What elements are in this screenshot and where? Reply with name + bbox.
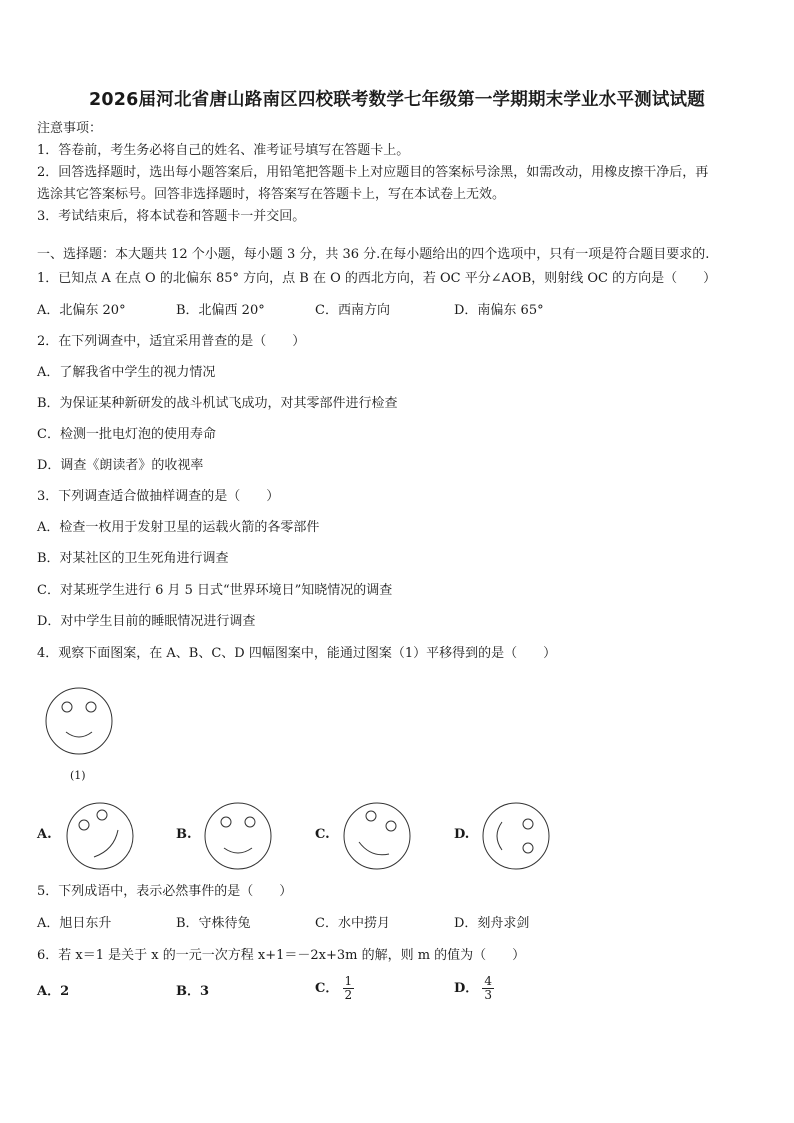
q5-option-a: A．旭日东升 (37, 916, 112, 931)
q2-option-a: A．了解我省中学生的视力情况 (37, 365, 216, 380)
q6-option-d-label: D． (454, 981, 479, 996)
q5-option-c: C．水中捞月 (315, 916, 390, 931)
q5-option-b: B．守株待兔 (176, 916, 251, 931)
q3-option-b: B．对某社区的卫生死角进行调查 (37, 551, 229, 566)
q3-stem: 3．下列调查适合做抽样调查的是（ ） (37, 489, 280, 504)
q6-d-numerator: 4 (484, 974, 493, 988)
q6-option-c-fraction (343, 975, 355, 1002)
q6-c-numerator: 1 (344, 974, 353, 988)
q6-option-b: B．3 (176, 984, 210, 999)
smiley-option-c (341, 800, 413, 872)
figure-1-label: (1) (70, 769, 86, 782)
q6-option-d-fraction (482, 975, 494, 1002)
q6-option-d (454, 975, 494, 1002)
q6-option-c-label: C． (315, 981, 339, 996)
smiley-option-b (202, 800, 274, 872)
q3-option-c: C．对某班学生进行 6 月 5 日式“世界环境日”知晓情况的调查 (37, 583, 393, 598)
q4-stem: 4．观察下面图案，在 A、B、C、D 四幅图案中，能通过图案（1）平移得到的是（ ） (37, 646, 557, 661)
q2-option-d: D．调查《朗读者》的收视率 (37, 458, 204, 473)
smiley-option-d (480, 800, 552, 872)
q6-option-a: A．2 (37, 984, 70, 999)
q2-option-b: B．为保证某种新研发的战斗机试飞成功，对其零部件进行检查 (37, 396, 398, 411)
q1-option-b: B．北偏西 20° (176, 303, 265, 318)
notice-item-2: 2．回答选择题时，选出每小题答案后，用铅笔把答题卡上对应题目的答案标号涂黑，如需改动，用橡皮擦干净后，再 (37, 165, 709, 180)
q5-stem: 5．下列成语中，表示必然事件的是（ ） (37, 884, 293, 899)
notice-item-2-cont: 选涂其它答案标号。回答非选择题时，将答案写在答题卡上，写在本试卷上无效。 (37, 187, 506, 202)
notice-item-3: 3．考试结束后，将本试卷和答题卡一并交回。 (37, 209, 306, 224)
q1-stem: 1．已知点 A 在点 O 的北偏东 85° 方向，点 B 在 O 的西北方向，若 OC 平分∠AOB，则射线 OC 的方向是（ ） (37, 271, 717, 286)
q1-option-d: D．南偏东 65° (454, 303, 544, 318)
section-heading: 一、选择题：本大题共 12 个小题，每小题 3 分，共 36 分.在每小题给出的四个选项中，只有一项是符合题目要求的. (37, 247, 710, 262)
notice-item-1: 1．答卷前，考生务必将自己的姓名、准考证号填写在答题卡上。 (37, 143, 410, 158)
notice-heading: 注意事项： (37, 121, 103, 136)
q6-c-denominator: 2 (344, 988, 353, 1002)
q4-option-d: D. (454, 827, 470, 842)
q3-option-d: D．对中学生目前的睡眠情况进行调查 (37, 614, 256, 629)
q6-d-denominator: 3 (484, 988, 493, 1002)
q1-option-a: A．北偏东 20° (37, 303, 126, 318)
q4-option-c: C. (315, 827, 330, 842)
q1-option-c: C．西南方向 (315, 303, 390, 318)
page-title: 2026届河北省唐山路南区四校联考数学七年级第一学期期末学业水平测试试题 (89, 90, 705, 110)
q2-stem: 2．在下列调查中，适宜采用普查的是（ ） (37, 334, 306, 349)
q3-option-a: A．检查一枚用于发射卫星的运载火箭的各零部件 (37, 520, 320, 535)
q4-option-a: A. (37, 827, 52, 842)
q2-option-c: C．检测一批电灯泡的使用寿命 (37, 427, 216, 442)
q5-option-d: D．刻舟求剑 (454, 916, 530, 931)
smiley-option-a (64, 800, 136, 872)
smiley-figure-1 (44, 686, 114, 756)
q6-option-c (315, 975, 354, 1002)
q6-stem: 6．若 x＝1 是关于 x 的一元一次方程 x+1＝－2x+3m 的解，则 m 的值为（ ） (37, 948, 526, 963)
q4-option-b: B. (176, 827, 192, 842)
